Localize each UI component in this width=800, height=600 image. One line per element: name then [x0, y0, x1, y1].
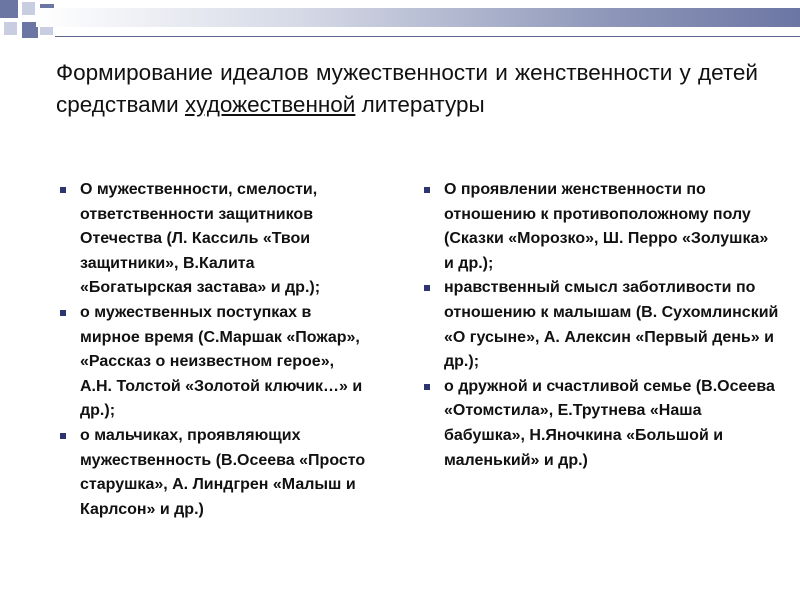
list-item-text: о мальчиках, проявляющих мужественность (В.Осеева «Просто старушка», А. Линдгрен «Малыш и Карлсон» и др.) — [80, 426, 366, 518]
header-rule — [55, 36, 800, 37]
corner-square-2 — [22, 2, 35, 15]
list-item — [56, 178, 366, 301]
left-column — [56, 178, 366, 522]
list-item — [420, 375, 780, 473]
slide-title — [56, 57, 758, 120]
left-bullet-list — [56, 178, 366, 522]
list-item — [56, 301, 366, 424]
right-column — [420, 178, 780, 473]
square-bullet-icon — [424, 187, 430, 193]
list-item-text: О проявлении женственности по отношению к противоположному полу (Сказки «Морозко», Ш. Перро «Золушка» и др.); — [444, 181, 769, 272]
right-bullet-list — [420, 178, 780, 473]
square-bullet-icon — [424, 285, 430, 291]
square-bullet-icon — [60, 310, 66, 316]
corner-square-3 — [4, 22, 17, 35]
title-underlined-word: художественной — [184, 91, 356, 117]
title-part-1: Формирование идеалов мужественности и женственности у детей средствами — [56, 60, 758, 117]
list-item-text: О мужественности, смелости, ответственности защитников Отечества (Л. Кассиль «Твои защитники», В.Калита «Богатырская застава» и др.); — [80, 181, 321, 297]
square-bullet-icon — [60, 187, 66, 193]
list-item — [56, 424, 366, 522]
list-item-text: о мужественных поступках в мирное время (С.Маршак «Пожар», «Рассказ о неизвестном герое», А.Н. Толстой «Золотой ключик…» и др.); — [80, 303, 363, 420]
corner-square-1 — [0, 0, 18, 18]
header-gradient-band — [36, 8, 800, 27]
square-bullet-icon — [424, 384, 430, 390]
square-bullet-icon — [60, 433, 66, 439]
list-item-text: нравственный смысл заботливости по отношению к малышам (В. Сухомлинский «О гусыне», А. Алексин «Первый день» и др.); — [444, 279, 779, 371]
title-part-2: литературы — [355, 91, 485, 117]
list-item — [420, 178, 780, 276]
list-item — [420, 276, 780, 374]
list-item-text: о дружной и счастливой семье (В.Осеева «Отомстила», Е.Трутнева «Наша бабушка», Н.Яночкина «Большой и маленький» и др.) — [444, 377, 775, 469]
